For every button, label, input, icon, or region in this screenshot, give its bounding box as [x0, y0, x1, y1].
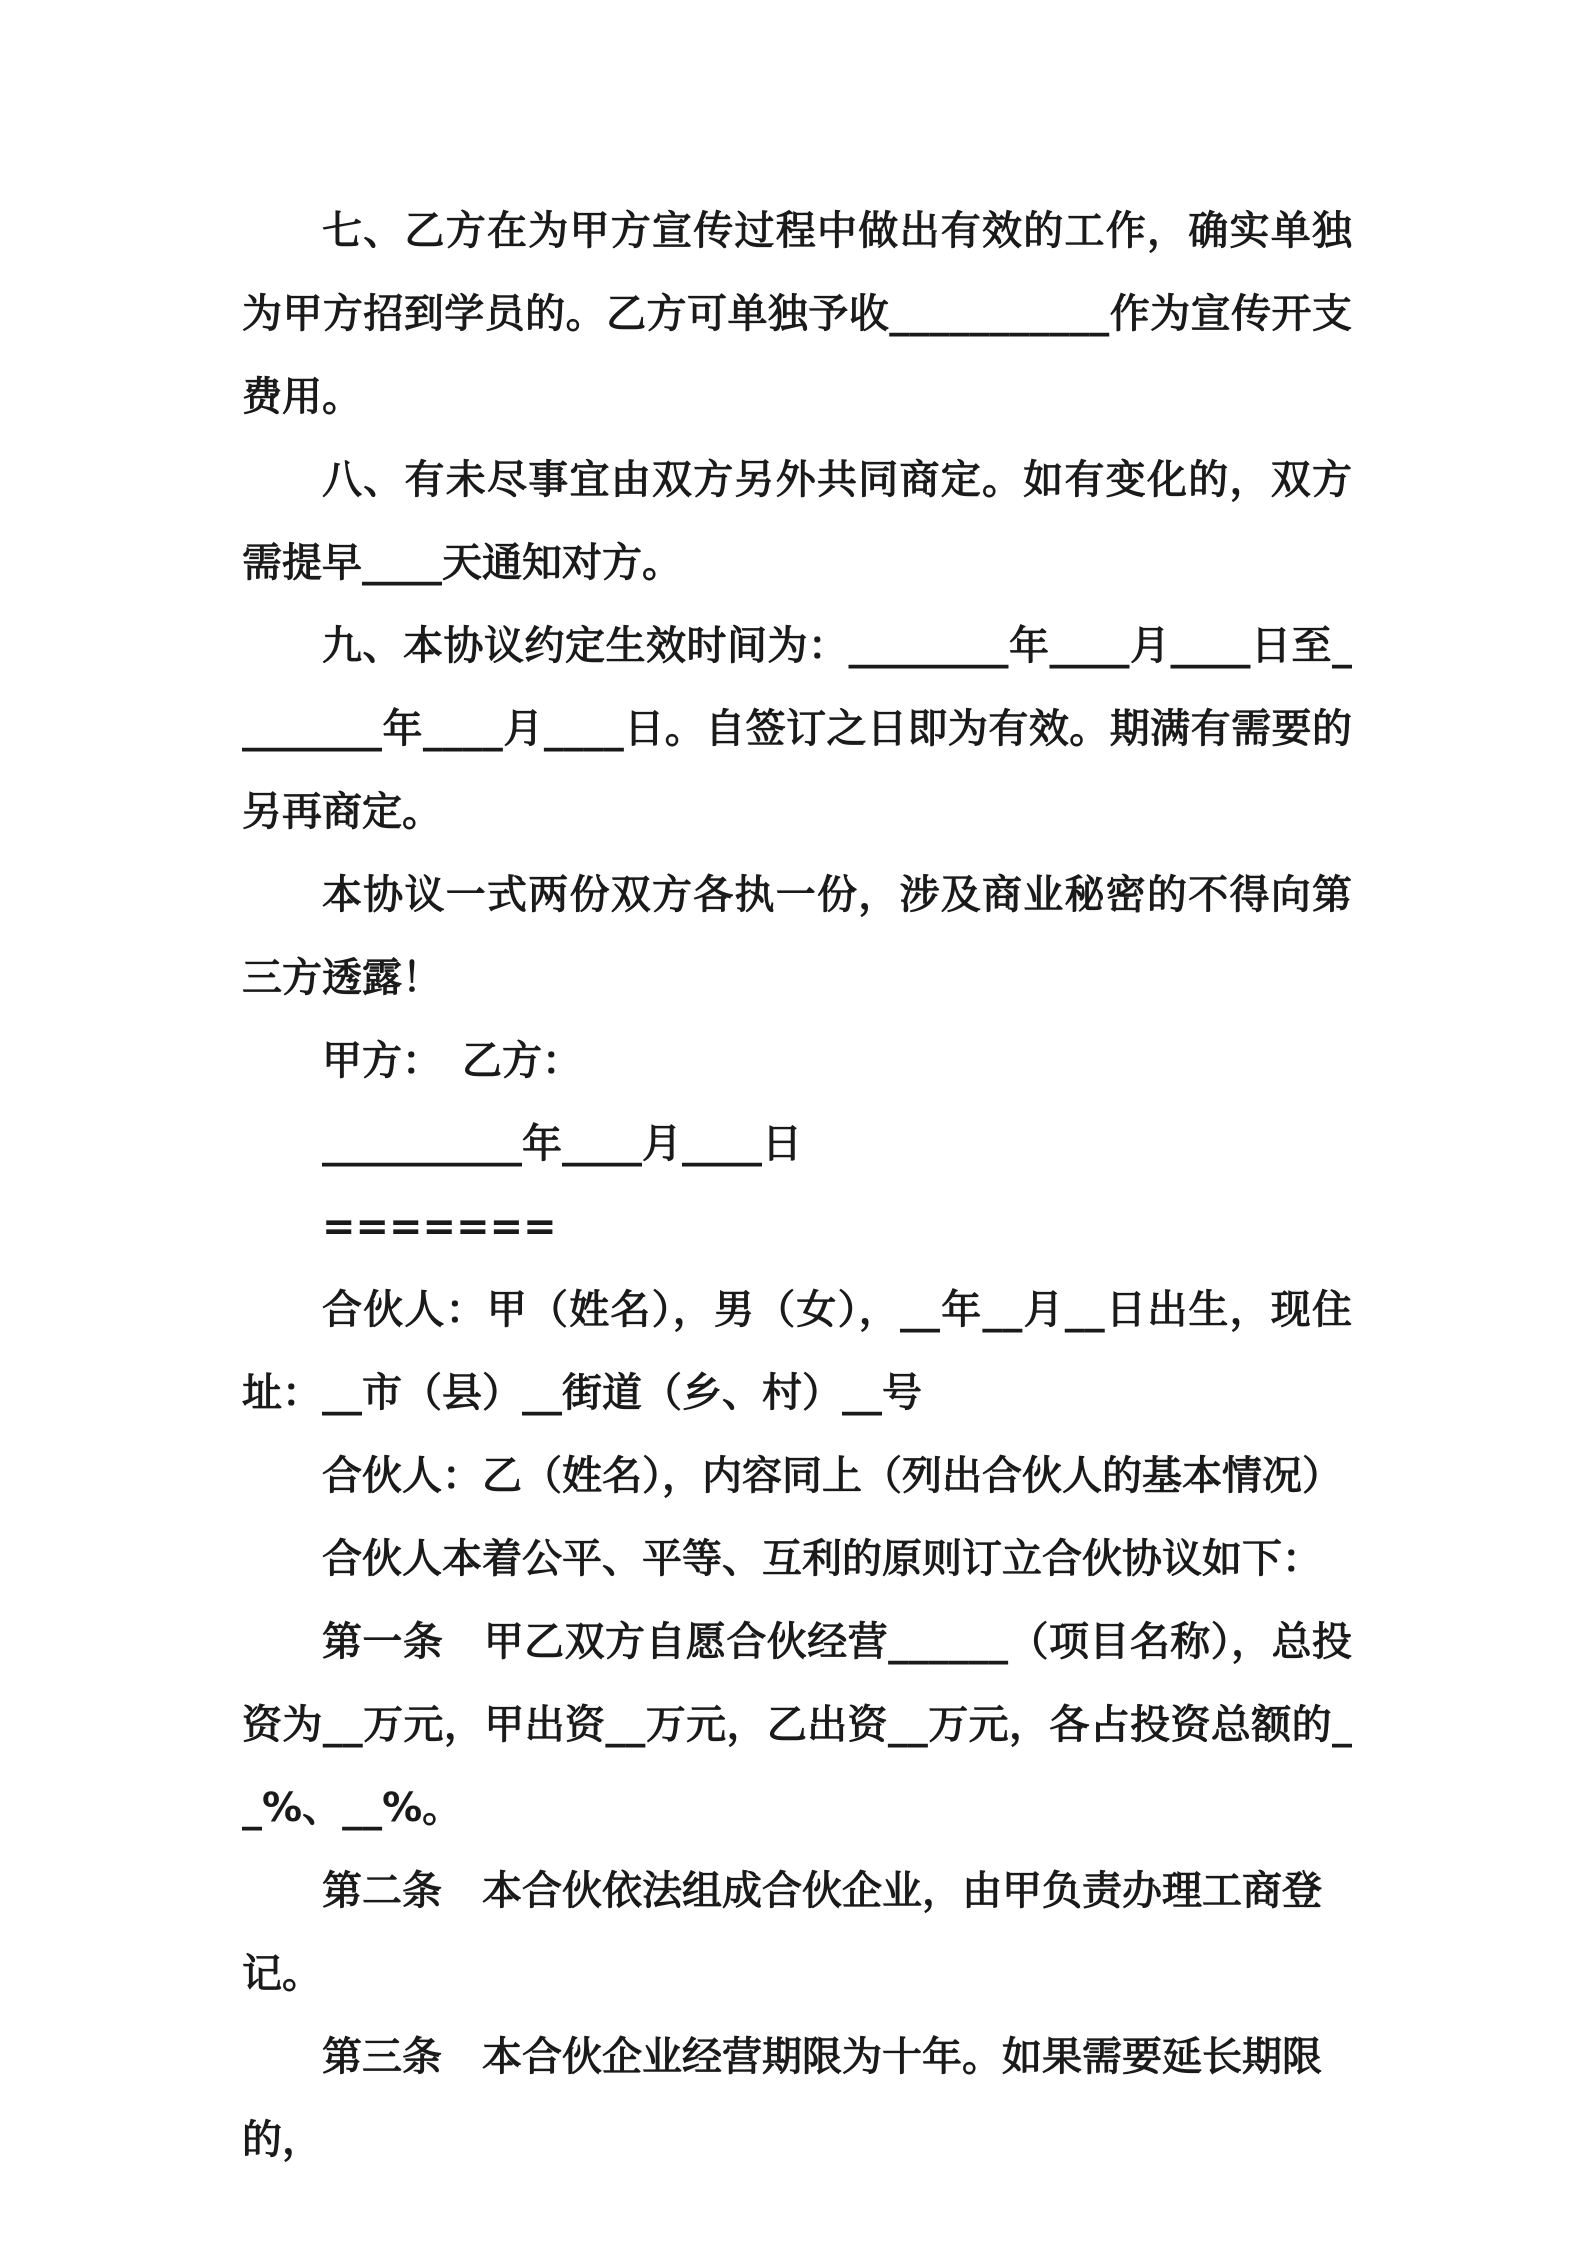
- clause-7: 七、乙方在为甲方宣传过程中做出有效的工作，确实单独为甲方招到学员的。乙方可单独予收___________作为宣传开支费用。: [242, 208, 1352, 420]
- partner-b-info: 合伙人：乙（姓名），内容同上（列出合伙人的基本情况）: [322, 1453, 1342, 1499]
- article-2: 第二条 本合伙依法组成合伙企业，由甲负责办理工商登记。: [242, 1868, 1322, 1997]
- copies-clause: 本协议一式两份双方各执一份，涉及商业秘密的不得向第三方透露！: [242, 872, 1352, 1001]
- clause-8: 八、有未尽事宜由双方另外共同商定。如有变化的，双方需提早____天通知对方。: [242, 457, 1352, 586]
- signature-parties: 甲方： 乙方：: [322, 1038, 582, 1084]
- document-body: [242, 190, 1352, 2182]
- article-1: 第一条 甲乙双方自愿合伙经营______（项目名称），总投资为__万元，甲出资__万元，乙出资__万元，各占投资总额的__%、__%。: [242, 1619, 1352, 1831]
- article-3: 第三条 本合伙企业经营期限为十年。如果需要延长期限的，: [242, 2034, 1322, 2163]
- signature-date: __________年____月____日: [322, 1121, 802, 1167]
- clause-9: 九、本协议约定生效时间为：________年____月____日至________年____月____日。自签订之日即为有效。期满有需要的另再商定。: [242, 623, 1352, 835]
- section-separator: =======: [322, 1204, 557, 1250]
- partner-a-info: 合伙人：甲（姓名），男（女），__年__月__日出生，现住址：__市（县）__街道（乡、村）__号: [242, 1287, 1352, 1416]
- agreement-preamble: 合伙人本着公平、平等、互利的原则订立合伙协议如下：: [322, 1536, 1322, 1582]
